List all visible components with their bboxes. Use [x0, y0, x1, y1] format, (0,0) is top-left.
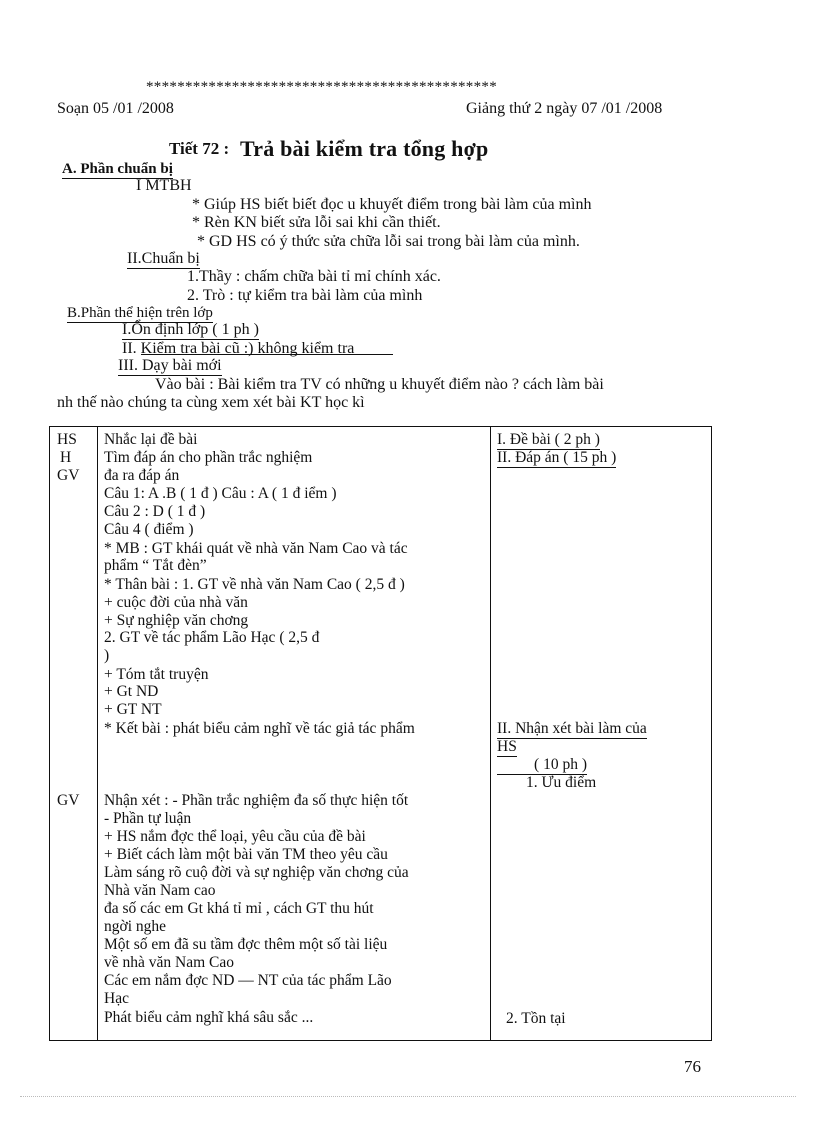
- intro-line-1: Vào bài : Bài kiểm tra TV có những u khuyết điểm nào ? cách làm bài: [155, 376, 604, 393]
- mid-line: Câu 4 ( điểm ): [104, 521, 194, 538]
- nhan-xet-heading-1: II. Nhận xét bài làm của: [497, 720, 647, 737]
- mid-line: Nhắc lại đề bài: [104, 431, 198, 448]
- mid-line: + Tóm tắt truyện: [104, 666, 209, 683]
- part-b-heading: B.Phần thể hiện trên lớp: [67, 305, 213, 321]
- mid-line: Câu 1: A .B ( 1 đ ) Câu : A ( 1 đ iểm ): [104, 485, 337, 502]
- role-h: H: [60, 449, 72, 466]
- step-2-underline: [141, 354, 393, 355]
- mid-line: phẩm “ Tắt đèn”: [104, 557, 207, 574]
- prep-student: 2. Trò : tự kiểm tra bài làm của mình: [187, 287, 423, 304]
- mid-line: + GT NT: [104, 701, 162, 718]
- page-number: 76: [684, 1057, 701, 1076]
- review-line: Hạc: [104, 990, 129, 1007]
- step-2: II. Kiểm tra bài cũ :) không kiểm tra: [122, 340, 355, 357]
- review-line: + HS nắm đợc thể loại, yêu cầu của đề bài: [104, 828, 366, 845]
- goal-3: * GD HS có ý thức sửa chữa lỗi sai trong bài làm của mình.: [197, 233, 580, 250]
- mid-line: ): [104, 647, 110, 664]
- table-divider-2: [490, 426, 491, 1041]
- review-line: ngời nghe: [104, 918, 167, 935]
- de-bai-heading: I. Đề bài ( 2 ph ): [497, 431, 600, 448]
- mtbh-heading: I MTBH: [136, 177, 192, 194]
- review-line: + Biết cách làm một bài văn TM theo yêu cầu: [104, 846, 388, 863]
- mid-line: 2. GT về tác phẩm Lão Hạc ( 2,5 đ: [104, 629, 320, 646]
- role-gv-2: GV: [57, 792, 80, 809]
- page-footer-divider: [20, 1096, 796, 1097]
- review-line: Các em nắm đợc ND — NT của tác phẩm Lão: [104, 972, 392, 989]
- role-hs: HS: [57, 431, 77, 448]
- mid-line: * Thân bài : 1. GT về nhà văn Nam Cao ( 2,5 đ ): [104, 576, 405, 593]
- review-line: Một số em đã su tầm đợc thêm một số tài liệu: [104, 936, 388, 953]
- dap-an-heading: II. Đáp án ( 15 ph ): [497, 449, 617, 466]
- part-a-heading: A. Phần chuẩn bị: [62, 161, 173, 177]
- ton-tai: 2. Tồn tại: [506, 1010, 566, 1027]
- prep-heading: II.Chuẩn bị: [127, 250, 200, 267]
- nhan-xet-heading-2: HS: [497, 738, 517, 755]
- nhan-xet-time: ( 10 ph ): [497, 756, 587, 775]
- review-line: về nhà văn Nam Cao: [104, 954, 234, 971]
- review-line: Phát biểu cảm nghĩ khá sâu sắc ...: [104, 1009, 314, 1026]
- review-line: Làm sáng rõ cuộ đời và sự nghiệp văn chơng của: [104, 864, 409, 881]
- mid-line: Câu 2 : D ( 1 đ ): [104, 503, 206, 520]
- mid-line: + Sự nghiệp văn chơng: [104, 612, 249, 629]
- uu-diem: 1. Ưu điểm: [526, 774, 597, 791]
- mid-line: + Gt ND: [104, 683, 159, 700]
- role-gv: GV: [57, 467, 80, 484]
- review-line: Nhận xét : - Phần trắc nghiệm đa số thực hiện tốt: [104, 792, 409, 809]
- mid-line: Tìm đáp án cho phần trắc nghiệm: [104, 449, 313, 466]
- giang-date: Giảng thứ 2 ngày 07 /01 /2008: [466, 100, 663, 117]
- prep-teacher: 1.Thầy : chấm chữa bài tỉ mỉ chính xác.: [187, 268, 441, 285]
- review-line: Nhà văn Nam cao: [104, 882, 216, 899]
- star-divider: *********************************************: [146, 79, 497, 95]
- mid-line: + cuộc đời của nhà văn: [104, 594, 248, 611]
- lesson-title: Trả bài kiểm tra tổng hợp: [240, 136, 489, 161]
- review-line: - Phần tự luận: [104, 810, 192, 827]
- mid-line: đa ra đáp án: [104, 467, 180, 484]
- review-line: đa số các em Gt khá tỉ mỉ , cách GT thu hút: [104, 900, 374, 917]
- table-divider-1: [97, 426, 98, 1041]
- mid-line: * Kết bài : phát biểu cảm nghĩ về tác giả tác phẩm: [104, 720, 415, 737]
- mid-line: * MB : GT khái quát về nhà văn Nam Cao và tác: [104, 540, 408, 557]
- step-3: III. Dạy bài mới: [118, 357, 222, 374]
- goal-2: * Rèn KN biết sửa lỗi sai khi cần thiết.: [192, 214, 441, 231]
- step-1: I.Ổn định lớp ( 1 ph ): [122, 321, 259, 338]
- lesson-number: Tiết 72 :: [169, 139, 230, 158]
- goal-1: * Giúp HS biết biết đọc u khuyết điểm trong bài làm của mình: [192, 196, 592, 213]
- intro-line-2: nh thế nào chúng ta cùng xem xét bài KT học kì: [57, 394, 365, 411]
- soan-date: Soạn 05 /01 /2008: [57, 100, 174, 117]
